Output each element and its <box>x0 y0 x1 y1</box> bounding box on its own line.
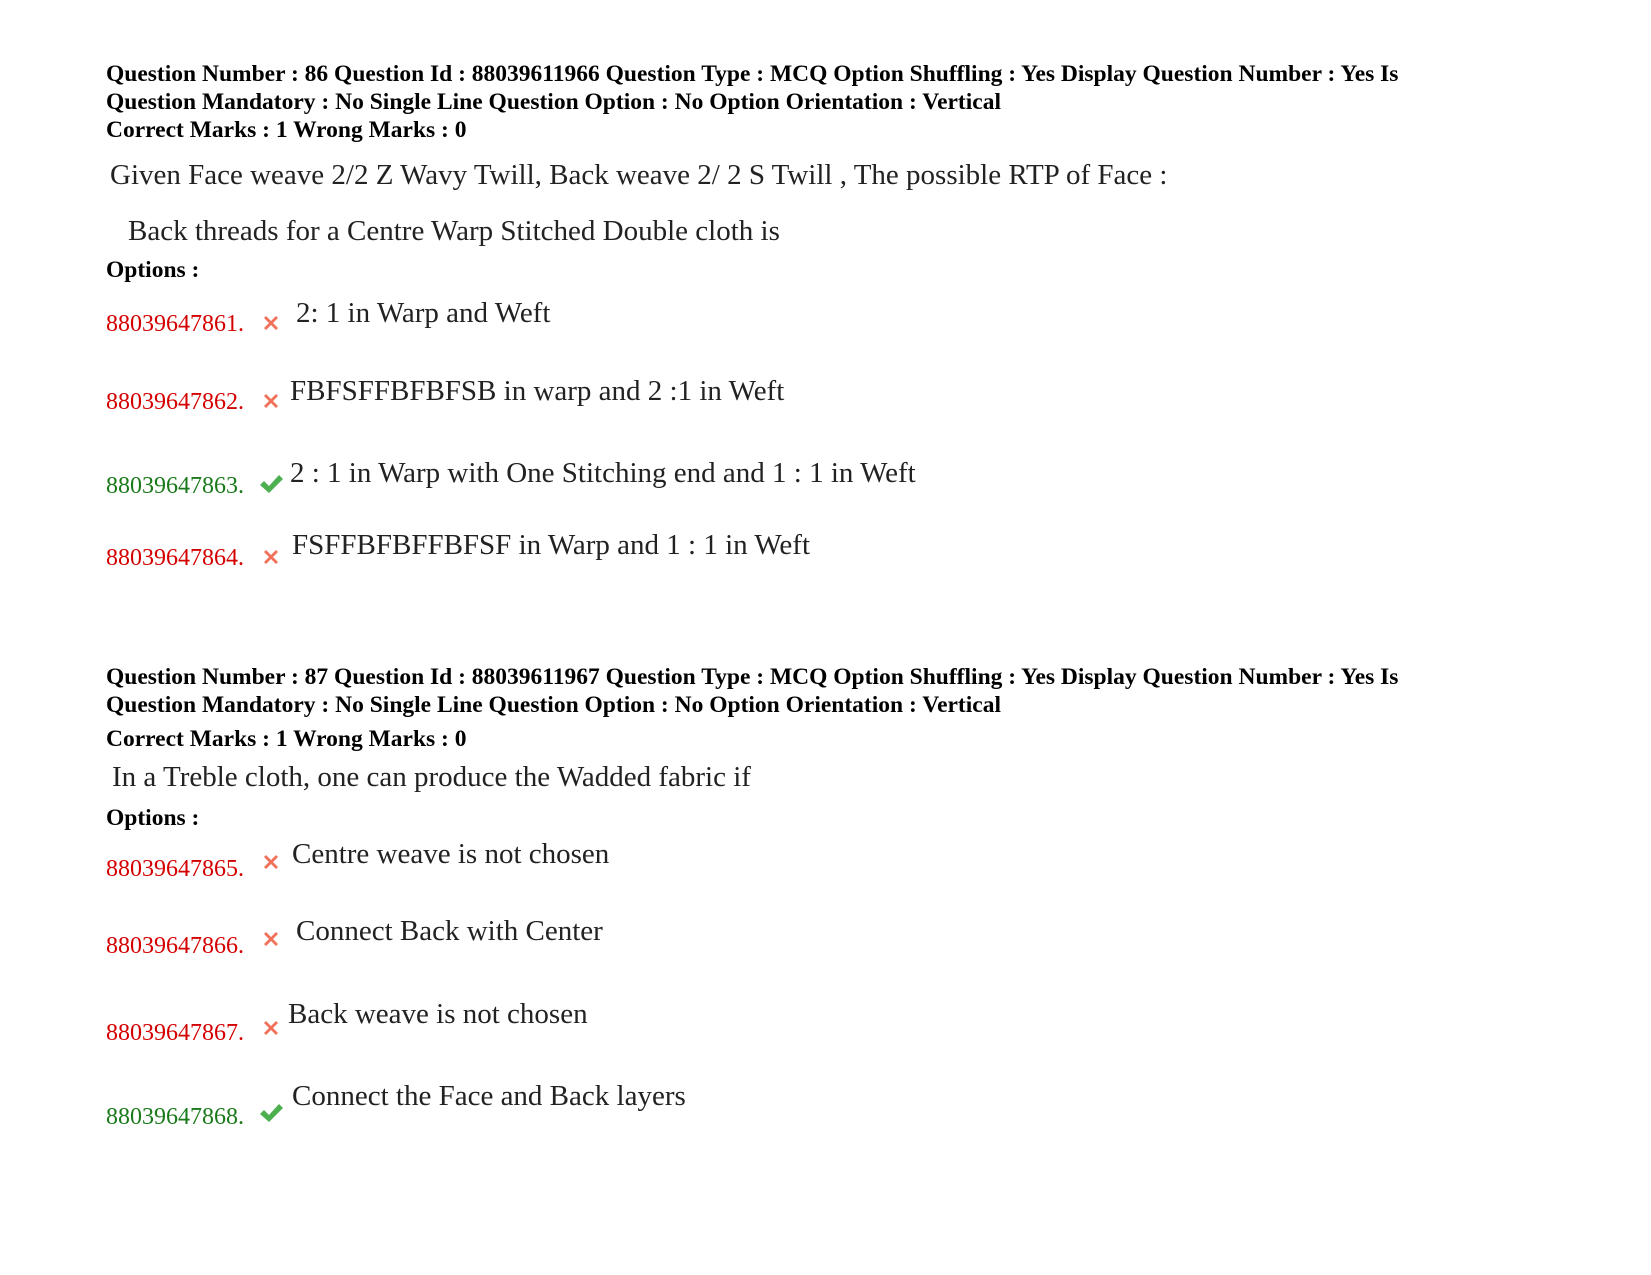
option-text: Connect Back with Center <box>296 915 603 947</box>
option-id: 88039647862. <box>106 389 244 415</box>
option-text: Connect the Face and Back layers <box>292 1080 686 1112</box>
option-id: 88039647861. <box>106 311 244 337</box>
option-id: 88039647864. <box>106 545 244 571</box>
option-id: 88039647863. <box>106 473 244 499</box>
check-icon <box>258 1101 284 1125</box>
option-text: 2 : 1 in Warp with One Stitching end and 1 : 1 in Weft <box>290 457 916 489</box>
question-text-line1: In a Treble cloth, one can produce the Wadded fabric if <box>112 761 751 793</box>
option-text: Centre weave is not chosen <box>292 838 610 870</box>
question-meta-line1: Question Number : 86 Question Id : 88039611966 Question Type : MCQ Option Shuffling : Yes Display Question Number : Yes Is <box>106 61 1399 87</box>
question-marks: Correct Marks : 1 Wrong Marks : 0 <box>106 117 467 143</box>
option-id: 88039647866. <box>106 933 244 959</box>
option-id: 88039647867. <box>106 1020 244 1046</box>
question-meta-line2: Question Mandatory : No Single Line Question Option : No Option Orientation : Vertical <box>106 692 1001 718</box>
question-text-line1: Given Face weave 2/2 Z Wavy Twill, Back weave 2/ 2 S Twill , The possible RTP of Face : <box>110 159 1168 191</box>
options-label: Options : <box>106 257 200 283</box>
cross-icon <box>260 928 282 950</box>
option-88039647866 <box>106 915 1106 972</box>
option-88039647868 <box>106 1080 1106 1143</box>
option-text: FSFFBFBFFBFSF in Warp and 1 : 1 in Weft <box>292 529 811 561</box>
option-text: FBFSFFBFBFSB in warp and 2 :1 in Weft <box>290 375 785 407</box>
option-text: Back weave is not chosen <box>288 998 588 1030</box>
cross-icon <box>260 851 282 873</box>
question-marks: Correct Marks : 1 Wrong Marks : 0 <box>106 726 467 752</box>
question-meta-line1: Question Number : 87 Question Id : 88039611967 Question Type : MCQ Option Shuffling : Yes Display Question Number : Yes Is <box>106 664 1399 690</box>
option-88039647867 <box>106 998 1106 1059</box>
option-88039647865 <box>106 838 1106 895</box>
question-text-line2: Back threads for a Centre Warp Stitched Double cloth is <box>128 215 780 247</box>
option-id: 88039647865. <box>106 856 244 882</box>
cross-icon <box>260 1017 282 1039</box>
question-meta-line2: Question Mandatory : No Single Line Question Option : No Option Orientation : Vertical <box>106 89 1001 115</box>
option-text: 2: 1 in Warp and Weft <box>296 297 551 329</box>
option-id: 88039647868. <box>106 1104 244 1130</box>
question-87 <box>106 0 1546 1200</box>
options-label: Options : <box>106 805 200 831</box>
